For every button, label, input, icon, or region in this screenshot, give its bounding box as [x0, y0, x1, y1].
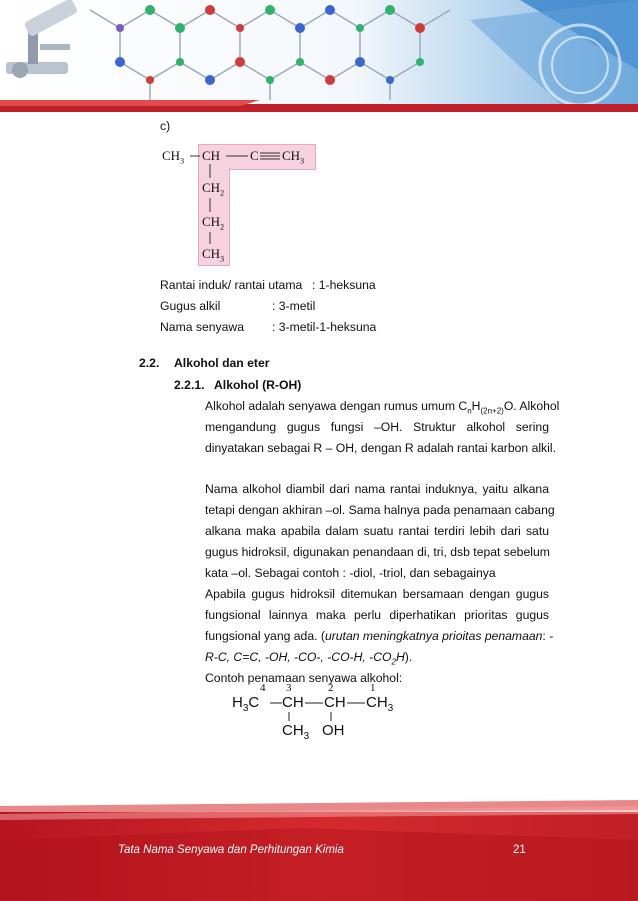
structure-alcohol-example [232, 682, 412, 740]
naming-value-1: : 1-heksuna [312, 278, 376, 292]
ch3-terminal: $CH_3$ [282, 148, 305, 166]
para1-line1: Alkohol adalah senyawa dengan rumus umum $C_nH_{(2n+2)}O$. Alkohol [205, 399, 560, 416]
para3-line5: Contoh penamaan senyawa alkohol: [205, 671, 403, 685]
c-atom: C [250, 148, 259, 163]
para3-line2: fungsional lainnya maka perlu diperhatikan prioritas gugus [205, 608, 549, 622]
footer-title: Tata Nama Senyawa dan Perhitungan Kimia [118, 844, 344, 856]
part-label: c) [160, 119, 171, 133]
naming-label-3: Nama senyawa [160, 320, 244, 334]
structure-3-metil-1-heksuna [160, 142, 320, 267]
h3c-group: $H_3C$ [232, 694, 260, 714]
page-number: 21 [513, 844, 526, 856]
para1-line3: dinyatakan sebagai R – OH, dengan R adalah rantai karbon alkil. [205, 441, 556, 455]
ch-group: CH [202, 148, 221, 163]
oh-group: OH [322, 722, 345, 739]
ch3-end-group: $CH_3$ [202, 246, 225, 264]
carbon-number-4: 4 [260, 682, 266, 694]
para2-line2: tetapi dengan akhiran –ol. Sama halnya pada penamaan cabang [205, 503, 555, 517]
naming-value-3: : 3-metil-1-heksuna [272, 320, 377, 334]
ch3-branch: $CH_3$ [282, 722, 310, 742]
para2-line3: alkana maka apabila dalam suatu rantai terdiri lebih dari satu [205, 524, 549, 538]
ch-group-2: CH [324, 694, 346, 711]
naming-label-2: Gugus alkil [160, 299, 221, 313]
ch3-group: $CH_3$ [162, 148, 185, 166]
footer-band [0, 800, 638, 901]
carbon-number-2: 2 [328, 682, 334, 694]
ch-group-3: CH [282, 694, 304, 711]
carbon-number-1: 1 [370, 682, 376, 694]
para2-line1: Nama alkohol diambil dari nama rantai induknya, yaitu alkana [205, 482, 549, 496]
ch3-terminal-group: $CH_3$ [366, 694, 394, 714]
naming-value-2: : 3-metil [272, 299, 316, 313]
para3-line1: Apabila gugus hidroksil ditemukan bersamaan dengan gugus [205, 587, 549, 601]
section-title: Alkohol dan eter [174, 356, 270, 370]
ch2-group-1: $CH_2$ [202, 180, 225, 198]
section-number: 2.2. [139, 356, 160, 370]
para3-line3: fungsional yang ada. (urutan meningkatnya prioitas penamaan: - [205, 629, 554, 643]
header-banner [0, 0, 638, 112]
para1-line2: mengandung gugus fungsi –OH. Struktur alkohol sering [205, 420, 549, 434]
subsection-number: 2.2.1. [174, 378, 205, 392]
carbon-number-3: 3 [286, 682, 292, 694]
para2-line4: gugus hidroksil, digunakan penandaan di, tri, dsb tepat sebelum [205, 545, 550, 559]
subsection-title: Alkohol (R-OH) [214, 378, 302, 392]
molecule-banner-graphic [0, 0, 638, 112]
naming-label-1: Rantai induk/ rantai utama [160, 278, 303, 292]
para2-line5: kata –ol. Sebagai contoh : -diol, -triol, dan sebagainya [205, 566, 496, 580]
para3-line4: R-C, C=C, -OH, -CO-, -CO-H, $-CO_2H$). [205, 650, 413, 667]
ch2-group-2: $CH_2$ [202, 214, 225, 232]
